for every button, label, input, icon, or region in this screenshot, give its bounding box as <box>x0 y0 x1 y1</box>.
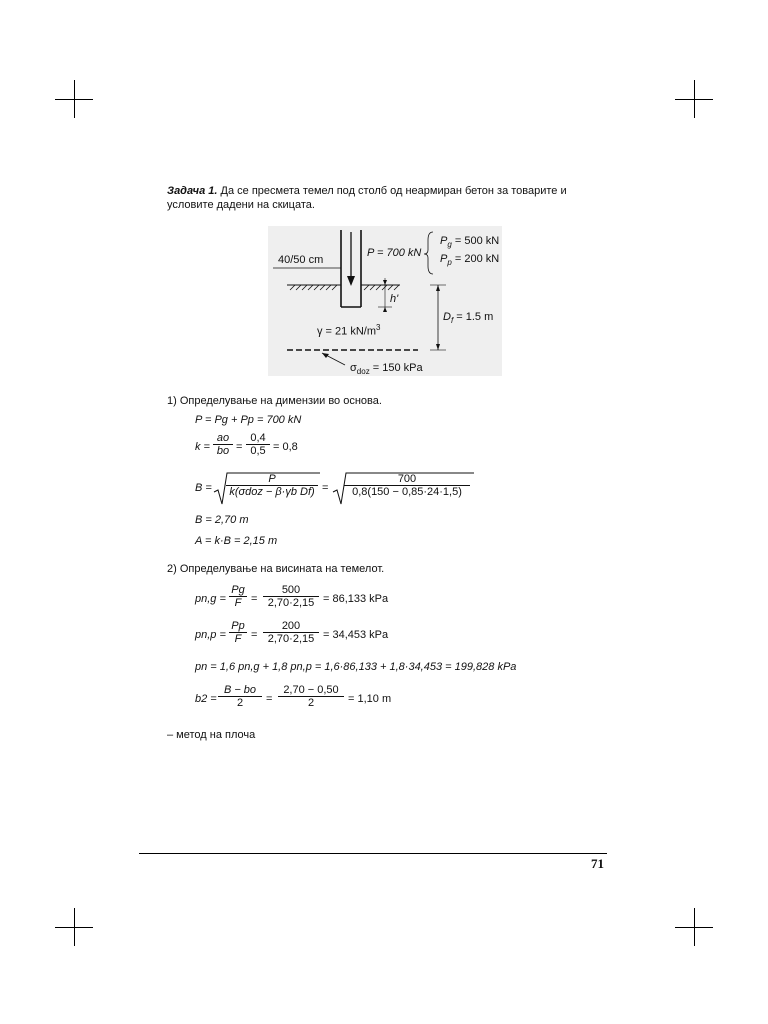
Pp-value: = 200 kN <box>451 253 500 265</box>
task-line-2: условите дадени на скицата. <box>167 199 315 211</box>
sigma-value: = 150 kPa <box>369 362 423 374</box>
eq-b2-lhs <box>195 693 217 705</box>
eq-b2-result: = 1,10 m <box>348 693 392 705</box>
eq-B-den1: k(σdoz − β·γb Df) <box>226 485 318 498</box>
eq-pnp-den2: 2,70·2,15 <box>263 632 319 645</box>
load-P-label <box>367 246 421 260</box>
eq-b2-frac1 <box>218 684 262 709</box>
eq-b2-lhs-text: b2 = <box>195 693 217 705</box>
eq-B-result-text: B = 2,70 m <box>195 514 249 526</box>
eq-pnp-lhs-text: pn,p = <box>195 629 226 641</box>
eq-png-lhs-text: pn,g = <box>195 593 226 605</box>
eq-B-frac2 <box>344 473 470 498</box>
eq-pnp-num2: 200 <box>281 620 301 632</box>
eq-b2-eq: = <box>266 693 273 705</box>
eq-k-lhs-text: k = <box>195 441 210 453</box>
eq-b2-num2: 2,70 − 0,50 <box>283 684 339 696</box>
eq-A-result <box>195 535 277 547</box>
eq-k-lhs <box>195 441 210 453</box>
eq-png-lhs <box>195 593 226 605</box>
eq-A-result-text: A = k·B = 2,15 m <box>195 535 278 547</box>
eq-k-eq: = <box>236 441 243 453</box>
Pp-sub: p <box>447 258 452 268</box>
footer-rule <box>139 853 607 854</box>
h-prime-text: h' <box>390 293 399 305</box>
eq-png-num2: 500 <box>281 584 301 596</box>
eq-k-result: = 0,8 <box>273 441 298 453</box>
Pg-value: = 500 kN <box>451 235 500 247</box>
eq-pnp-frac2 <box>263 620 319 645</box>
load-Pg-label <box>440 234 499 252</box>
eq-B-result <box>195 514 249 526</box>
eq-k-num1: ao <box>216 432 230 444</box>
Df-value: = 1.5 m <box>453 311 494 323</box>
eq-png-den2: 2,70·2,15 <box>263 596 319 609</box>
eq-png-result: = 86,133 kPa <box>323 593 389 605</box>
eq-k-den2: 0,5 <box>246 444 270 457</box>
eq-k-frac2 <box>246 432 270 457</box>
eq-pnp-num1: Pp <box>231 620 245 632</box>
Df-label <box>443 310 493 328</box>
eq-png-num1: Pg <box>231 584 245 596</box>
task-heading: Задача 1. <box>167 185 218 197</box>
eq-png-den1: F <box>229 596 247 609</box>
eq-k-den1: bo <box>213 444 233 457</box>
column-size-label: 40/50 cm <box>278 254 324 266</box>
eq-png-frac2 <box>263 584 319 609</box>
eq-B-num2: 700 <box>397 473 417 485</box>
eq-png-eq: = <box>251 593 258 605</box>
gamma-sup: 3 <box>376 323 381 332</box>
eq-B-lhs <box>195 482 212 494</box>
eq-pn-text: pn = 1,6 pn,g + 1,8 pn,p = 1,6·86,133 + 1,8·34,453 = 199,828 kPa <box>195 661 517 673</box>
eq-b2-num1: B − bo <box>223 684 257 696</box>
eq-P-text: P = Pg + Pp = 700 kN <box>195 414 302 426</box>
Df-symbol: D <box>443 311 451 323</box>
Df-sub: f <box>450 316 454 326</box>
load-P-text: P = 700 kN <box>367 247 422 259</box>
sigma-symbol: σ <box>350 362 357 374</box>
eq-k-num2: 0,4 <box>250 432 266 444</box>
sigma-sub: doz <box>356 367 370 377</box>
Pg-symbol: P <box>440 235 448 247</box>
gamma-text: γ = 21 kN/m <box>317 325 376 338</box>
Pp-symbol: P <box>440 253 448 265</box>
eq-b2-den1: 2 <box>218 696 262 709</box>
eq-k-frac1 <box>213 432 233 457</box>
eq-P <box>195 414 301 426</box>
eq-B-eq: = <box>322 482 329 494</box>
sigma-label <box>350 361 423 379</box>
task-text-1: Да се пресмета темел под столб од неармиран бетон за товарите и <box>220 185 567 197</box>
eq-pnp-result: = 34,453 kPa <box>323 629 389 641</box>
gamma-label <box>317 321 380 339</box>
h-prime-label <box>390 292 398 306</box>
section1-title: 1) Определување на димензии во основа. <box>167 395 382 407</box>
eq-B-frac1 <box>226 473 318 498</box>
eq-B-den2: 0,8(150 − 0,85·24·1,5) <box>344 485 470 498</box>
method-note: – метод на плоча <box>167 729 256 741</box>
eq-b2-frac2 <box>278 684 344 709</box>
eq-B-lhs-text: B = <box>195 482 212 494</box>
eq-pnp-lhs <box>195 629 226 641</box>
eq-pnp-den1: F <box>229 632 247 645</box>
Pg-sub: g <box>447 240 452 250</box>
eq-B-num1: P <box>268 473 276 485</box>
eq-pnp-eq: = <box>251 629 258 641</box>
page-number: 71 <box>591 856 604 871</box>
load-Pp-label <box>440 252 499 270</box>
eq-png-frac1 <box>229 584 247 609</box>
section2-title: 2) Определување на висината на темелот. <box>167 563 385 575</box>
eq-pnp-frac1 <box>229 620 247 645</box>
eq-b2-den2: 2 <box>278 696 344 709</box>
eq-pn <box>195 661 516 673</box>
